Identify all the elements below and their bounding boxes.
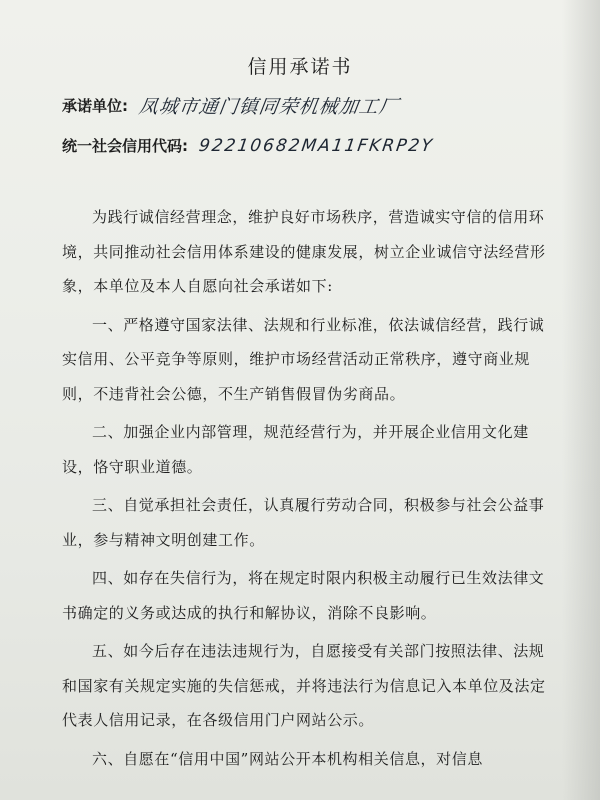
credit-code-label: 统一社会信用代码: xyxy=(62,137,188,155)
document-body xyxy=(62,200,548,780)
pledge-item-6: 六、自愿在“信用中国”网站公开本机构相关信息，对信息 xyxy=(92,749,483,768)
pledging-unit-field xyxy=(62,92,399,120)
page-shadow xyxy=(562,0,600,800)
pledge-item-3: 三、自觉承担社会责任，认真履行劳动合同，积极参与社会公益事业，参与精神文明创建工作。 xyxy=(62,496,545,549)
document-title: 信用承诺书 xyxy=(247,56,353,78)
pledging-unit-handwritten: 凤城市通门镇同荣机械加工厂 xyxy=(137,96,401,118)
pledge-item-4: 四、如存在失信行为，将在规定时限内积极主动履行已生效法律文书确定的义务或达成的执行和解协议，消除不良影响。 xyxy=(62,569,545,622)
pledging-unit-label: 承诺单位: xyxy=(62,97,128,115)
pledge-item-2: 二、加强企业内部管理，规范经营行为，并开展企业信用文化建设，恪守职业道德。 xyxy=(62,423,529,476)
pledge-item-1: 一、严格遵守国家法律、法规和行业标准，依法诚信经营，践行诚实信用、公平竞争等原则，维护市场经营活动正常秩序，遵守商业规则，不违背社会公德，不生产销售假冒伪劣商品。 xyxy=(62,315,545,403)
credit-code-handwritten: 92210682MA11FKRP2Y xyxy=(197,135,436,156)
credit-code-field xyxy=(62,135,434,163)
pledge-item-5: 五、如今后存在违法违规行为，自愿接受有关部门按照法律、法规和国家有关规定实施的失信惩戒，并将违法行为信息记入本单位及法定代表人信用记录，在各级信用门户网站公示。 xyxy=(62,642,546,729)
intro-paragraph: 为践行诚信经营理念，维护良好市场秩序，营造诚实守信的信用环境，共同推动社会信用体系建设的健康发展，树立企业诚信守法经营形象，本单位及本人自愿向社会承诺如下: xyxy=(62,208,546,295)
